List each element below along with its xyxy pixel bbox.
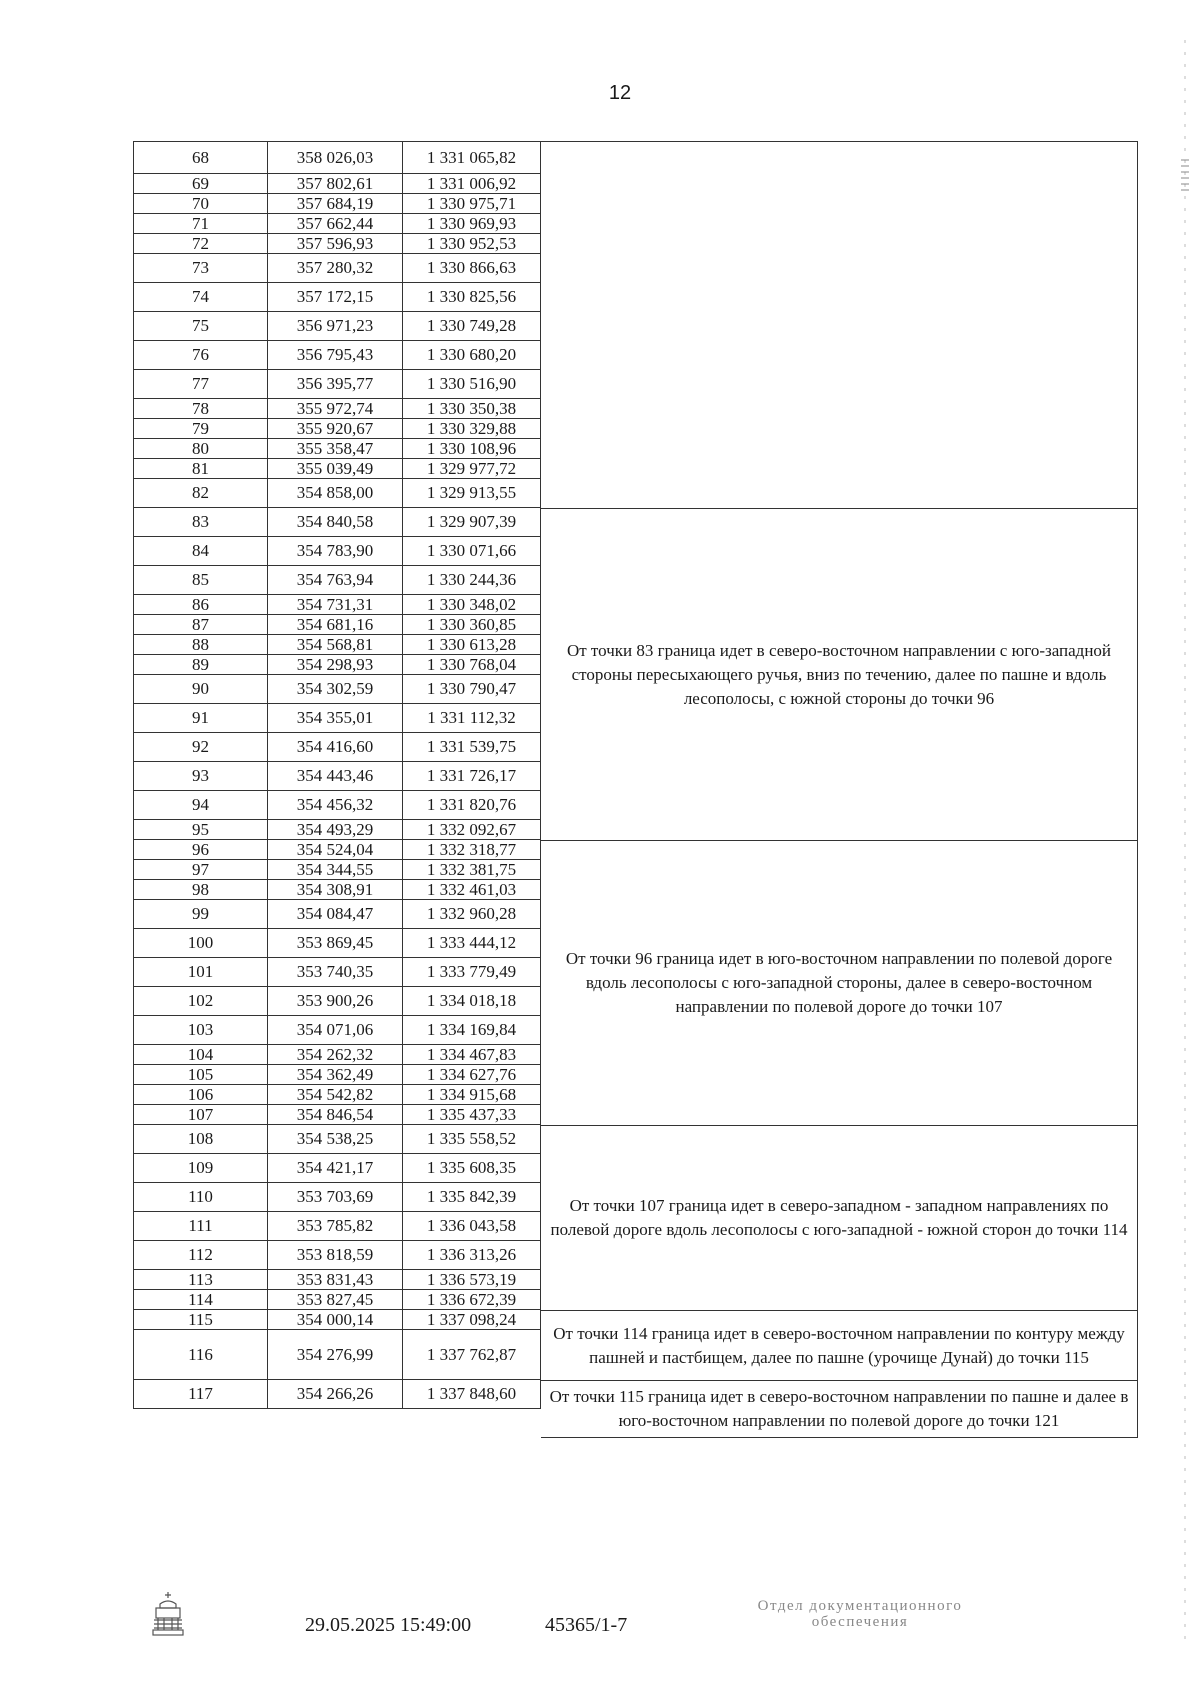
coord-x: 354 542,82 bbox=[268, 1085, 403, 1104]
table-row bbox=[133, 283, 541, 312]
point-number: 109 bbox=[133, 1154, 268, 1182]
coord-y: 1 329 977,72 bbox=[403, 459, 541, 478]
coord-y: 1 335 437,33 bbox=[403, 1105, 541, 1124]
scan-edge-marks bbox=[1178, 40, 1192, 1640]
table-row bbox=[133, 1290, 541, 1310]
coord-y: 1 336 043,58 bbox=[403, 1212, 541, 1240]
coord-x: 354 443,46 bbox=[268, 762, 403, 790]
point-number: 83 bbox=[133, 508, 268, 536]
point-number: 97 bbox=[133, 860, 268, 879]
point-number: 105 bbox=[133, 1065, 268, 1084]
coord-x: 354 262,32 bbox=[268, 1045, 403, 1064]
point-number: 78 bbox=[133, 399, 268, 418]
table-row bbox=[133, 312, 541, 341]
coord-y: 1 330 680,20 bbox=[403, 341, 541, 369]
coord-y: 1 330 360,85 bbox=[403, 615, 541, 634]
table-row bbox=[133, 1310, 541, 1330]
coord-x: 354 344,55 bbox=[268, 860, 403, 879]
stamp-line-1: Отдел документационного bbox=[757, 1598, 963, 1614]
coord-x: 357 662,44 bbox=[268, 214, 403, 233]
table-row bbox=[133, 234, 541, 254]
table-row bbox=[133, 675, 541, 704]
table-row bbox=[133, 194, 541, 214]
coord-x: 354 840,58 bbox=[268, 508, 403, 536]
coord-x: 354 681,16 bbox=[268, 615, 403, 634]
coord-y: 1 330 516,90 bbox=[403, 370, 541, 398]
point-number: 98 bbox=[133, 880, 268, 899]
coord-x: 357 172,15 bbox=[268, 283, 403, 311]
coord-x: 354 763,94 bbox=[268, 566, 403, 594]
coord-y: 1 332 960,28 bbox=[403, 900, 541, 928]
table-row bbox=[133, 1125, 541, 1154]
point-number: 72 bbox=[133, 234, 268, 253]
table-row bbox=[133, 1330, 541, 1380]
coord-x: 354 308,91 bbox=[268, 880, 403, 899]
coord-y: 1 332 461,03 bbox=[403, 880, 541, 899]
table-row bbox=[133, 958, 541, 987]
point-number: 69 bbox=[133, 174, 268, 193]
point-number: 82 bbox=[133, 479, 268, 507]
point-number: 84 bbox=[133, 537, 268, 565]
coord-y: 1 330 975,71 bbox=[403, 194, 541, 213]
point-number: 104 bbox=[133, 1045, 268, 1064]
point-number: 113 bbox=[133, 1270, 268, 1289]
coord-y: 1 330 350,38 bbox=[403, 399, 541, 418]
point-number: 116 bbox=[133, 1330, 268, 1379]
table-row bbox=[133, 615, 541, 635]
coord-y: 1 331 112,32 bbox=[403, 704, 541, 732]
emblem-icon bbox=[148, 1590, 188, 1638]
coord-y: 1 331 006,92 bbox=[403, 174, 541, 193]
table-row bbox=[133, 399, 541, 419]
coord-x: 358 026,03 bbox=[268, 142, 403, 173]
table-row bbox=[133, 537, 541, 566]
point-number: 106 bbox=[133, 1085, 268, 1104]
coord-x: 353 831,43 bbox=[268, 1270, 403, 1289]
coord-x: 354 084,47 bbox=[268, 900, 403, 928]
coord-x: 355 972,74 bbox=[268, 399, 403, 418]
coord-x: 354 421,17 bbox=[268, 1154, 403, 1182]
point-number: 85 bbox=[133, 566, 268, 594]
coord-y: 1 336 573,19 bbox=[403, 1270, 541, 1289]
footer-doc-number: 45365/1-7 bbox=[545, 1614, 628, 1636]
coord-x: 355 920,67 bbox=[268, 419, 403, 438]
point-number: 102 bbox=[133, 987, 268, 1015]
coord-x: 357 684,19 bbox=[268, 194, 403, 213]
coord-y: 1 332 092,67 bbox=[403, 820, 541, 839]
coord-y: 1 332 381,75 bbox=[403, 860, 541, 879]
coord-y: 1 334 915,68 bbox=[403, 1085, 541, 1104]
table-row bbox=[133, 635, 541, 655]
point-number: 86 bbox=[133, 595, 268, 614]
point-number: 107 bbox=[133, 1105, 268, 1124]
table-row bbox=[133, 1212, 541, 1241]
table-row bbox=[133, 820, 541, 840]
point-number: 79 bbox=[133, 419, 268, 438]
department-stamp bbox=[710, 1598, 1010, 1630]
coord-x: 356 395,77 bbox=[268, 370, 403, 398]
coord-x: 354 846,54 bbox=[268, 1105, 403, 1124]
table-row bbox=[133, 459, 541, 479]
table-row bbox=[133, 655, 541, 675]
table-row bbox=[133, 704, 541, 733]
coord-y: 1 331 539,75 bbox=[403, 733, 541, 761]
table-row bbox=[133, 1105, 541, 1125]
point-number: 117 bbox=[133, 1380, 268, 1408]
table-row bbox=[133, 174, 541, 194]
coord-y: 1 337 098,24 bbox=[403, 1310, 541, 1329]
coord-x: 354 416,60 bbox=[268, 733, 403, 761]
coord-y: 1 330 329,88 bbox=[403, 419, 541, 438]
coord-x: 354 493,29 bbox=[268, 820, 403, 839]
table-row bbox=[133, 1065, 541, 1085]
point-number: 108 bbox=[133, 1125, 268, 1153]
table-row bbox=[133, 1085, 541, 1105]
coord-y: 1 330 071,66 bbox=[403, 537, 541, 565]
coord-x: 354 538,25 bbox=[268, 1125, 403, 1153]
coord-x: 357 280,32 bbox=[268, 254, 403, 282]
point-number: 71 bbox=[133, 214, 268, 233]
point-number: 95 bbox=[133, 820, 268, 839]
coord-x: 354 266,26 bbox=[268, 1380, 403, 1408]
table-row bbox=[133, 254, 541, 283]
coord-x: 356 971,23 bbox=[268, 312, 403, 340]
table-row bbox=[133, 479, 541, 508]
coord-x: 354 568,81 bbox=[268, 635, 403, 654]
coord-x: 353 827,45 bbox=[268, 1290, 403, 1309]
point-number: 112 bbox=[133, 1241, 268, 1269]
point-number: 93 bbox=[133, 762, 268, 790]
point-number: 90 bbox=[133, 675, 268, 703]
table-row bbox=[133, 1380, 541, 1409]
coord-y: 1 335 842,39 bbox=[403, 1183, 541, 1211]
points-column bbox=[133, 141, 541, 1409]
coord-x: 354 456,32 bbox=[268, 791, 403, 819]
point-number: 81 bbox=[133, 459, 268, 478]
point-number: 87 bbox=[133, 615, 268, 634]
table-row bbox=[133, 595, 541, 615]
coord-x: 354 000,14 bbox=[268, 1310, 403, 1329]
table-row bbox=[133, 762, 541, 791]
coord-x: 354 783,90 bbox=[268, 537, 403, 565]
point-number: 75 bbox=[133, 312, 268, 340]
point-number: 88 bbox=[133, 635, 268, 654]
coord-y: 1 331 065,82 bbox=[403, 142, 541, 173]
coord-y: 1 331 726,17 bbox=[403, 762, 541, 790]
coord-y: 1 337 848,60 bbox=[403, 1380, 541, 1408]
coord-y: 1 334 467,83 bbox=[403, 1045, 541, 1064]
coord-y: 1 335 558,52 bbox=[403, 1125, 541, 1153]
coord-y: 1 333 444,12 bbox=[403, 929, 541, 957]
coord-x: 353 740,35 bbox=[268, 958, 403, 986]
coord-x: 354 524,04 bbox=[268, 840, 403, 859]
coord-y: 1 331 820,76 bbox=[403, 791, 541, 819]
coord-y: 1 330 790,47 bbox=[403, 675, 541, 703]
coord-y: 1 333 779,49 bbox=[403, 958, 541, 986]
coord-x: 354 362,49 bbox=[268, 1065, 403, 1084]
coord-y: 1 334 627,76 bbox=[403, 1065, 541, 1084]
point-number: 110 bbox=[133, 1183, 268, 1211]
coord-y: 1 329 913,55 bbox=[403, 479, 541, 507]
table-row bbox=[133, 929, 541, 958]
boundary-description: От точки 115 граница идет в северо-восточном направлении по пашне и далее в юго-восточном направлении по полевой дороге до точки 121 bbox=[541, 1380, 1138, 1438]
point-number: 94 bbox=[133, 791, 268, 819]
coord-x: 353 703,69 bbox=[268, 1183, 403, 1211]
point-number: 89 bbox=[133, 655, 268, 674]
coord-x: 357 596,93 bbox=[268, 234, 403, 253]
table-row bbox=[133, 1016, 541, 1045]
table-row bbox=[133, 341, 541, 370]
table-row bbox=[133, 439, 541, 459]
coord-y: 1 330 952,53 bbox=[403, 234, 541, 253]
coord-x: 354 071,06 bbox=[268, 1016, 403, 1044]
point-number: 77 bbox=[133, 370, 268, 398]
point-number: 114 bbox=[133, 1290, 268, 1309]
coord-y: 1 330 749,28 bbox=[403, 312, 541, 340]
point-number: 92 bbox=[133, 733, 268, 761]
point-number: 80 bbox=[133, 439, 268, 458]
coord-y: 1 330 613,28 bbox=[403, 635, 541, 654]
coord-y: 1 337 762,87 bbox=[403, 1330, 541, 1379]
point-number: 103 bbox=[133, 1016, 268, 1044]
table-row bbox=[133, 840, 541, 860]
coord-y: 1 332 318,77 bbox=[403, 840, 541, 859]
boundary-description: От точки 107 граница идет в северо-западном - западном направлениях по полевой дороге вдоль лесополосы с юго-западной - южной сторон до точки 114 bbox=[541, 1125, 1138, 1310]
page-number: 12 bbox=[608, 82, 632, 104]
point-number: 70 bbox=[133, 194, 268, 213]
coord-y: 1 335 608,35 bbox=[403, 1154, 541, 1182]
point-number: 111 bbox=[133, 1212, 268, 1240]
table-row bbox=[133, 566, 541, 595]
coord-y: 1 334 018,18 bbox=[403, 987, 541, 1015]
point-number: 96 bbox=[133, 840, 268, 859]
coord-y: 1 330 348,02 bbox=[403, 595, 541, 614]
point-number: 68 bbox=[133, 142, 268, 173]
point-number: 91 bbox=[133, 704, 268, 732]
coord-x: 354 731,31 bbox=[268, 595, 403, 614]
coord-y: 1 336 313,26 bbox=[403, 1241, 541, 1269]
coord-y: 1 330 768,04 bbox=[403, 655, 541, 674]
coord-x: 355 039,49 bbox=[268, 459, 403, 478]
point-number: 73 bbox=[133, 254, 268, 282]
coord-x: 357 802,61 bbox=[268, 174, 403, 193]
coord-x: 354 298,93 bbox=[268, 655, 403, 674]
table-row bbox=[133, 791, 541, 820]
table-row bbox=[133, 141, 541, 174]
boundary-description: От точки 83 граница идет в северо-восточном направлении с юго-западной стороны пересыхающего ручья, вниз по течению, далее по пашне и вдоль лесополосы, с южной стороны до точки 96 bbox=[541, 508, 1138, 840]
coord-x: 356 795,43 bbox=[268, 341, 403, 369]
coord-y: 1 336 672,39 bbox=[403, 1290, 541, 1309]
coord-x: 353 785,82 bbox=[268, 1212, 403, 1240]
coord-x: 353 900,26 bbox=[268, 987, 403, 1015]
footer-datetime: 29.05.2025 15:49:00 bbox=[305, 1614, 472, 1636]
stamp-line-2: обеспечения bbox=[811, 1614, 909, 1630]
point-number: 99 bbox=[133, 900, 268, 928]
table-row bbox=[133, 1183, 541, 1212]
table-row bbox=[133, 370, 541, 399]
table-row bbox=[133, 987, 541, 1016]
coord-y: 1 330 108,96 bbox=[403, 439, 541, 458]
table-row bbox=[133, 1154, 541, 1183]
point-number: 100 bbox=[133, 929, 268, 957]
coord-y: 1 334 169,84 bbox=[403, 1016, 541, 1044]
table-row bbox=[133, 1241, 541, 1270]
coord-x: 354 355,01 bbox=[268, 704, 403, 732]
table-row bbox=[133, 419, 541, 439]
boundary-description: От точки 114 граница идет в северо-восточном направлении по контуру между пашней и пастбищем, далее по пашне (урочище Дунай) до точки 115 bbox=[541, 1310, 1138, 1380]
coord-x: 355 358,47 bbox=[268, 439, 403, 458]
table-row bbox=[133, 733, 541, 762]
coord-y: 1 330 866,63 bbox=[403, 254, 541, 282]
point-number: 76 bbox=[133, 341, 268, 369]
coord-y: 1 330 969,93 bbox=[403, 214, 541, 233]
table-row bbox=[133, 1270, 541, 1290]
coord-x: 353 869,45 bbox=[268, 929, 403, 957]
table-row bbox=[133, 214, 541, 234]
coord-x: 354 276,99 bbox=[268, 1330, 403, 1379]
table-row bbox=[133, 880, 541, 900]
table-row bbox=[133, 860, 541, 880]
description-column bbox=[541, 141, 1138, 1546]
coord-y: 1 330 244,36 bbox=[403, 566, 541, 594]
coord-x: 354 302,59 bbox=[268, 675, 403, 703]
boundary-description: От точки 96 граница идет в юго-восточном направлении по полевой дороге вдоль лесополосы с юго-западной стороны, далее в северо-восточном направлении по полевой дороге до точки 107 bbox=[541, 840, 1138, 1125]
table-row bbox=[133, 900, 541, 929]
coord-x: 354 858,00 bbox=[268, 479, 403, 507]
coord-x: 353 818,59 bbox=[268, 1241, 403, 1269]
table-row bbox=[133, 1045, 541, 1065]
coordinates-table bbox=[133, 141, 1138, 1546]
point-number: 74 bbox=[133, 283, 268, 311]
point-number: 115 bbox=[133, 1310, 268, 1329]
coord-y: 1 329 907,39 bbox=[403, 508, 541, 536]
point-number: 101 bbox=[133, 958, 268, 986]
table-row bbox=[133, 508, 541, 537]
coord-y: 1 330 825,56 bbox=[403, 283, 541, 311]
boundary-description bbox=[541, 141, 1138, 508]
